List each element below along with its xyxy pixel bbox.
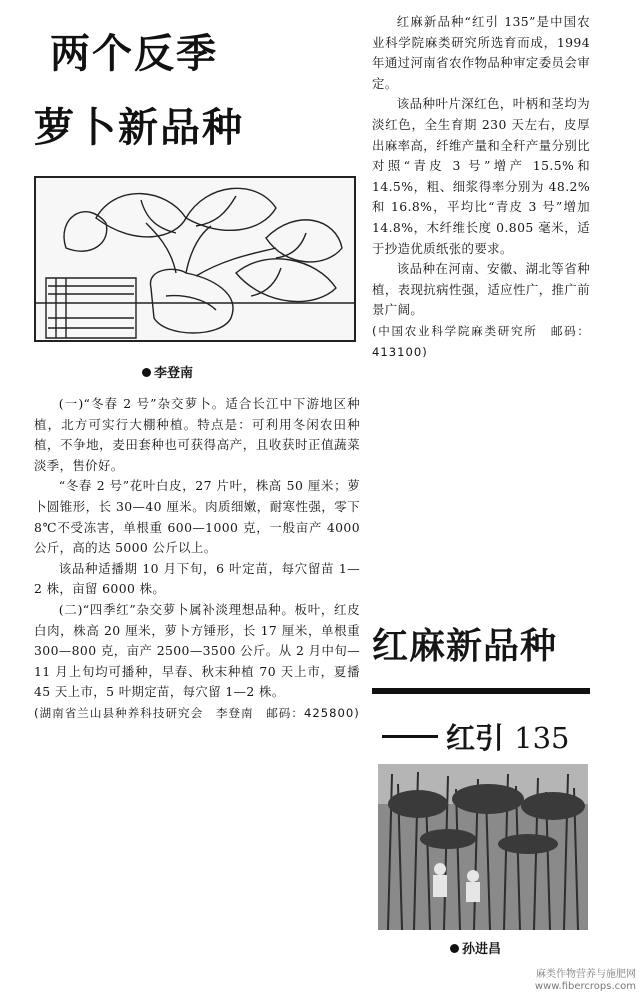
bullet-icon xyxy=(450,944,459,953)
right-source: (中国农业科学院麻类研究所 邮码：413100) xyxy=(372,323,590,359)
subtitle-text: 红引 xyxy=(446,721,505,755)
left-author: 李登南 xyxy=(154,366,194,381)
right-paragraph: 该品种叶片深红色，叶柄和茎均为淡红色，全生育期 230 天左右，皮厚出麻率高，纤维产量和全秆产量分别比对照“青皮 3 号”增产 15.5%和 14.5%，粗、细浆得率分别为 48.2%和 16.8%，平均比“青皮 3 号”增加 14.8%，木纤维长度 0.805 毫米，适于抄造优质纸张的要求。 xyxy=(372,96,590,256)
radish-illustration xyxy=(34,176,356,342)
subtitle-number: 135 xyxy=(514,721,570,755)
left-byline xyxy=(142,362,193,381)
watermark-line-1: 麻类作物营养与施肥网 xyxy=(536,969,636,980)
right-subtitle xyxy=(382,716,569,757)
left-paragraph: 该品种适播期 10 月下旬，6 叶定苗，每穴留苗 1—2 株，亩留 6000 株。 xyxy=(34,560,360,597)
watermark-line-2: www.fibercrops.com xyxy=(534,981,636,992)
right-paragraph: 该品种在河南、安徽、湖北等省种植，表现抗病性强，适应性广，推广前景广阔。 xyxy=(372,261,590,318)
right-body xyxy=(372,12,590,362)
headline-line-2: 萝卜新品种 xyxy=(34,105,244,151)
headline-line-1: 两个反季 xyxy=(50,31,218,77)
title-rule xyxy=(372,688,590,694)
field-photo xyxy=(378,764,588,930)
left-paragraph: “冬春 2 号”花叶白皮，27 片叶，株高 50 厘米；萝卜圆锥形，长 30—40 厘米。肉质细嫩，耐寒性强，零下 8℃不受冻害，单根重 600—1000 克，一般亩产 4000 公斤，高的达 5000 公斤以上。 xyxy=(34,478,360,556)
right-title: 红麻新品种 xyxy=(372,626,558,667)
left-paragraph: (一)“冬春 2 号”杂交萝卜。适合长江中下游地区种植，北方可实行大棚种植。特点是：可利用冬闲农田种植，不争地，麦田套种也可获得高产，且收获时正值蔬菜淡季，售价好。 xyxy=(34,396,360,473)
left-source: (湖南省兰山县种养科技研究会 李登南 邮码：425800) xyxy=(34,705,360,720)
right-byline xyxy=(450,938,501,957)
right-author: 孙进昌 xyxy=(462,942,502,957)
left-body xyxy=(34,394,360,724)
left-paragraph: (二)“四季红”杂交萝卜属补淡理想品种。板叶，红皮白肉，株高 20 厘米，萝卜方锤形，长 17 厘米，单根重 300—800 克，亩产 2500—3500 公斤。从 2 月中旬—11 月上旬均可播种，早春、秋末种植 70 天上市，夏播 45 天上市，5 叶期定苗，每穴留 1—2 株。 xyxy=(34,601,360,700)
right-paragraph: 红麻新品种“红引 135”是中国农业科学院麻类研究所选育而成，1994 年通过河南省农作物品种审定委员会审定。 xyxy=(372,14,590,91)
site-watermark xyxy=(535,969,636,993)
bullet-icon xyxy=(142,368,151,377)
dash-mark xyxy=(382,735,438,738)
